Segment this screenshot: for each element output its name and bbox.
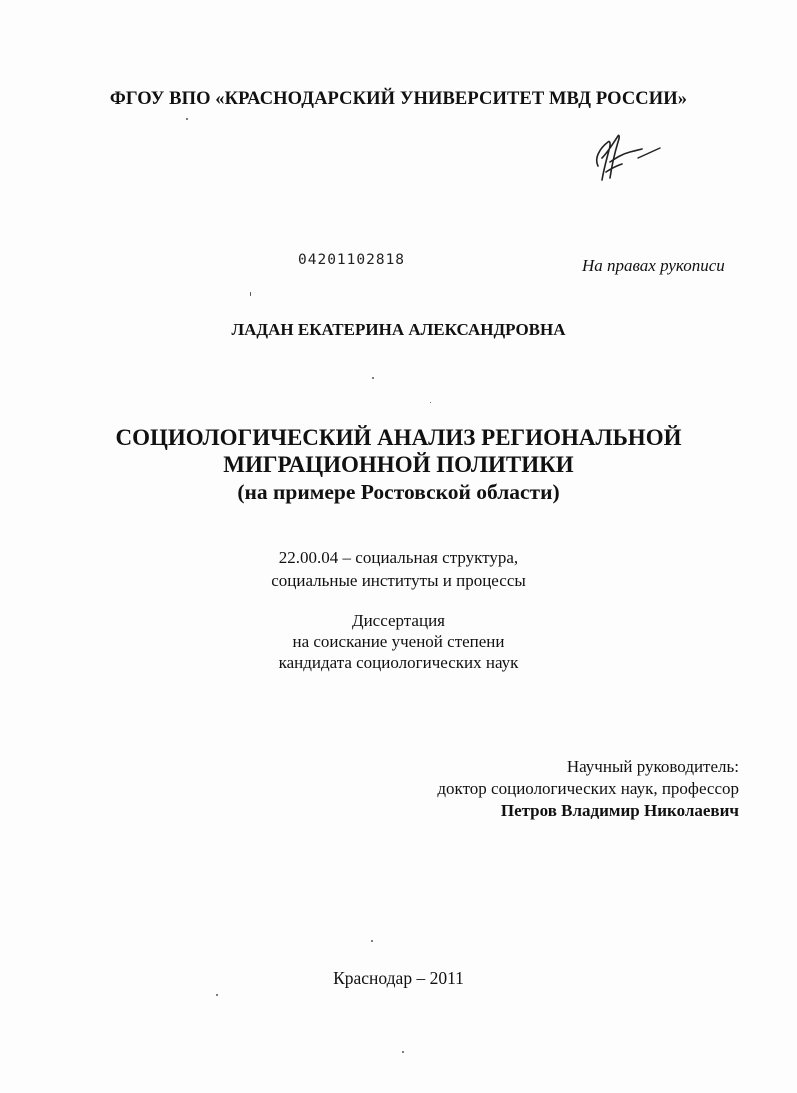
city-year: Краснодар – 2011 — [333, 968, 464, 988]
advisor-credentials: доктор социологических наук, профессор — [437, 779, 739, 798]
registry-code: 04201102818 — [298, 252, 406, 268]
scan-speck — [216, 994, 218, 996]
title-line-2: МИГРАЦИОННОЙ ПОЛИТИКИ — [223, 452, 574, 477]
title-line-1: СОЦИОЛОГИЧЕСКИЙ АНАЛИЗ РЕГИОНАЛЬНОЙ — [115, 425, 682, 450]
advisor-name: Петров Владимир Николаевич — [500, 801, 739, 820]
degree-block — [0, 610, 797, 673]
advisor-label: Научный руководитель: — [566, 757, 739, 776]
scan-speck — [402, 1051, 404, 1053]
specialty-line-1: 22.00.04 – социальная структура, — [278, 548, 519, 567]
organization-header: ФГОУ ВПО «КРАСНОДАРСКИЙ УНИВЕРСИТЕТ МВД РОССИИ» — [109, 89, 688, 109]
advisor-block — [437, 756, 739, 822]
scan-speck — [186, 118, 188, 120]
degree-line-3: кандидата социологических наук — [278, 653, 519, 672]
signature — [580, 128, 670, 190]
scan-speck — [250, 292, 251, 296]
rights-note: На правах рукописи — [582, 256, 725, 275]
author-name: ЛАДАН ЕКАТЕРИНА АЛЕКСАНДРОВНА — [231, 320, 566, 339]
specialty-line-2: социальные институты и процессы — [271, 571, 526, 590]
degree-line-2: на соискание ученой степени — [292, 632, 505, 651]
degree-line-1: Диссертация — [351, 611, 445, 630]
dissertation-title — [0, 424, 797, 478]
dissertation-subtitle: (на примере Ростовской области) — [237, 480, 560, 504]
scan-speck — [430, 402, 431, 403]
specialty-block — [0, 546, 797, 592]
scan-speck — [372, 377, 374, 379]
scan-speck — [371, 940, 373, 942]
